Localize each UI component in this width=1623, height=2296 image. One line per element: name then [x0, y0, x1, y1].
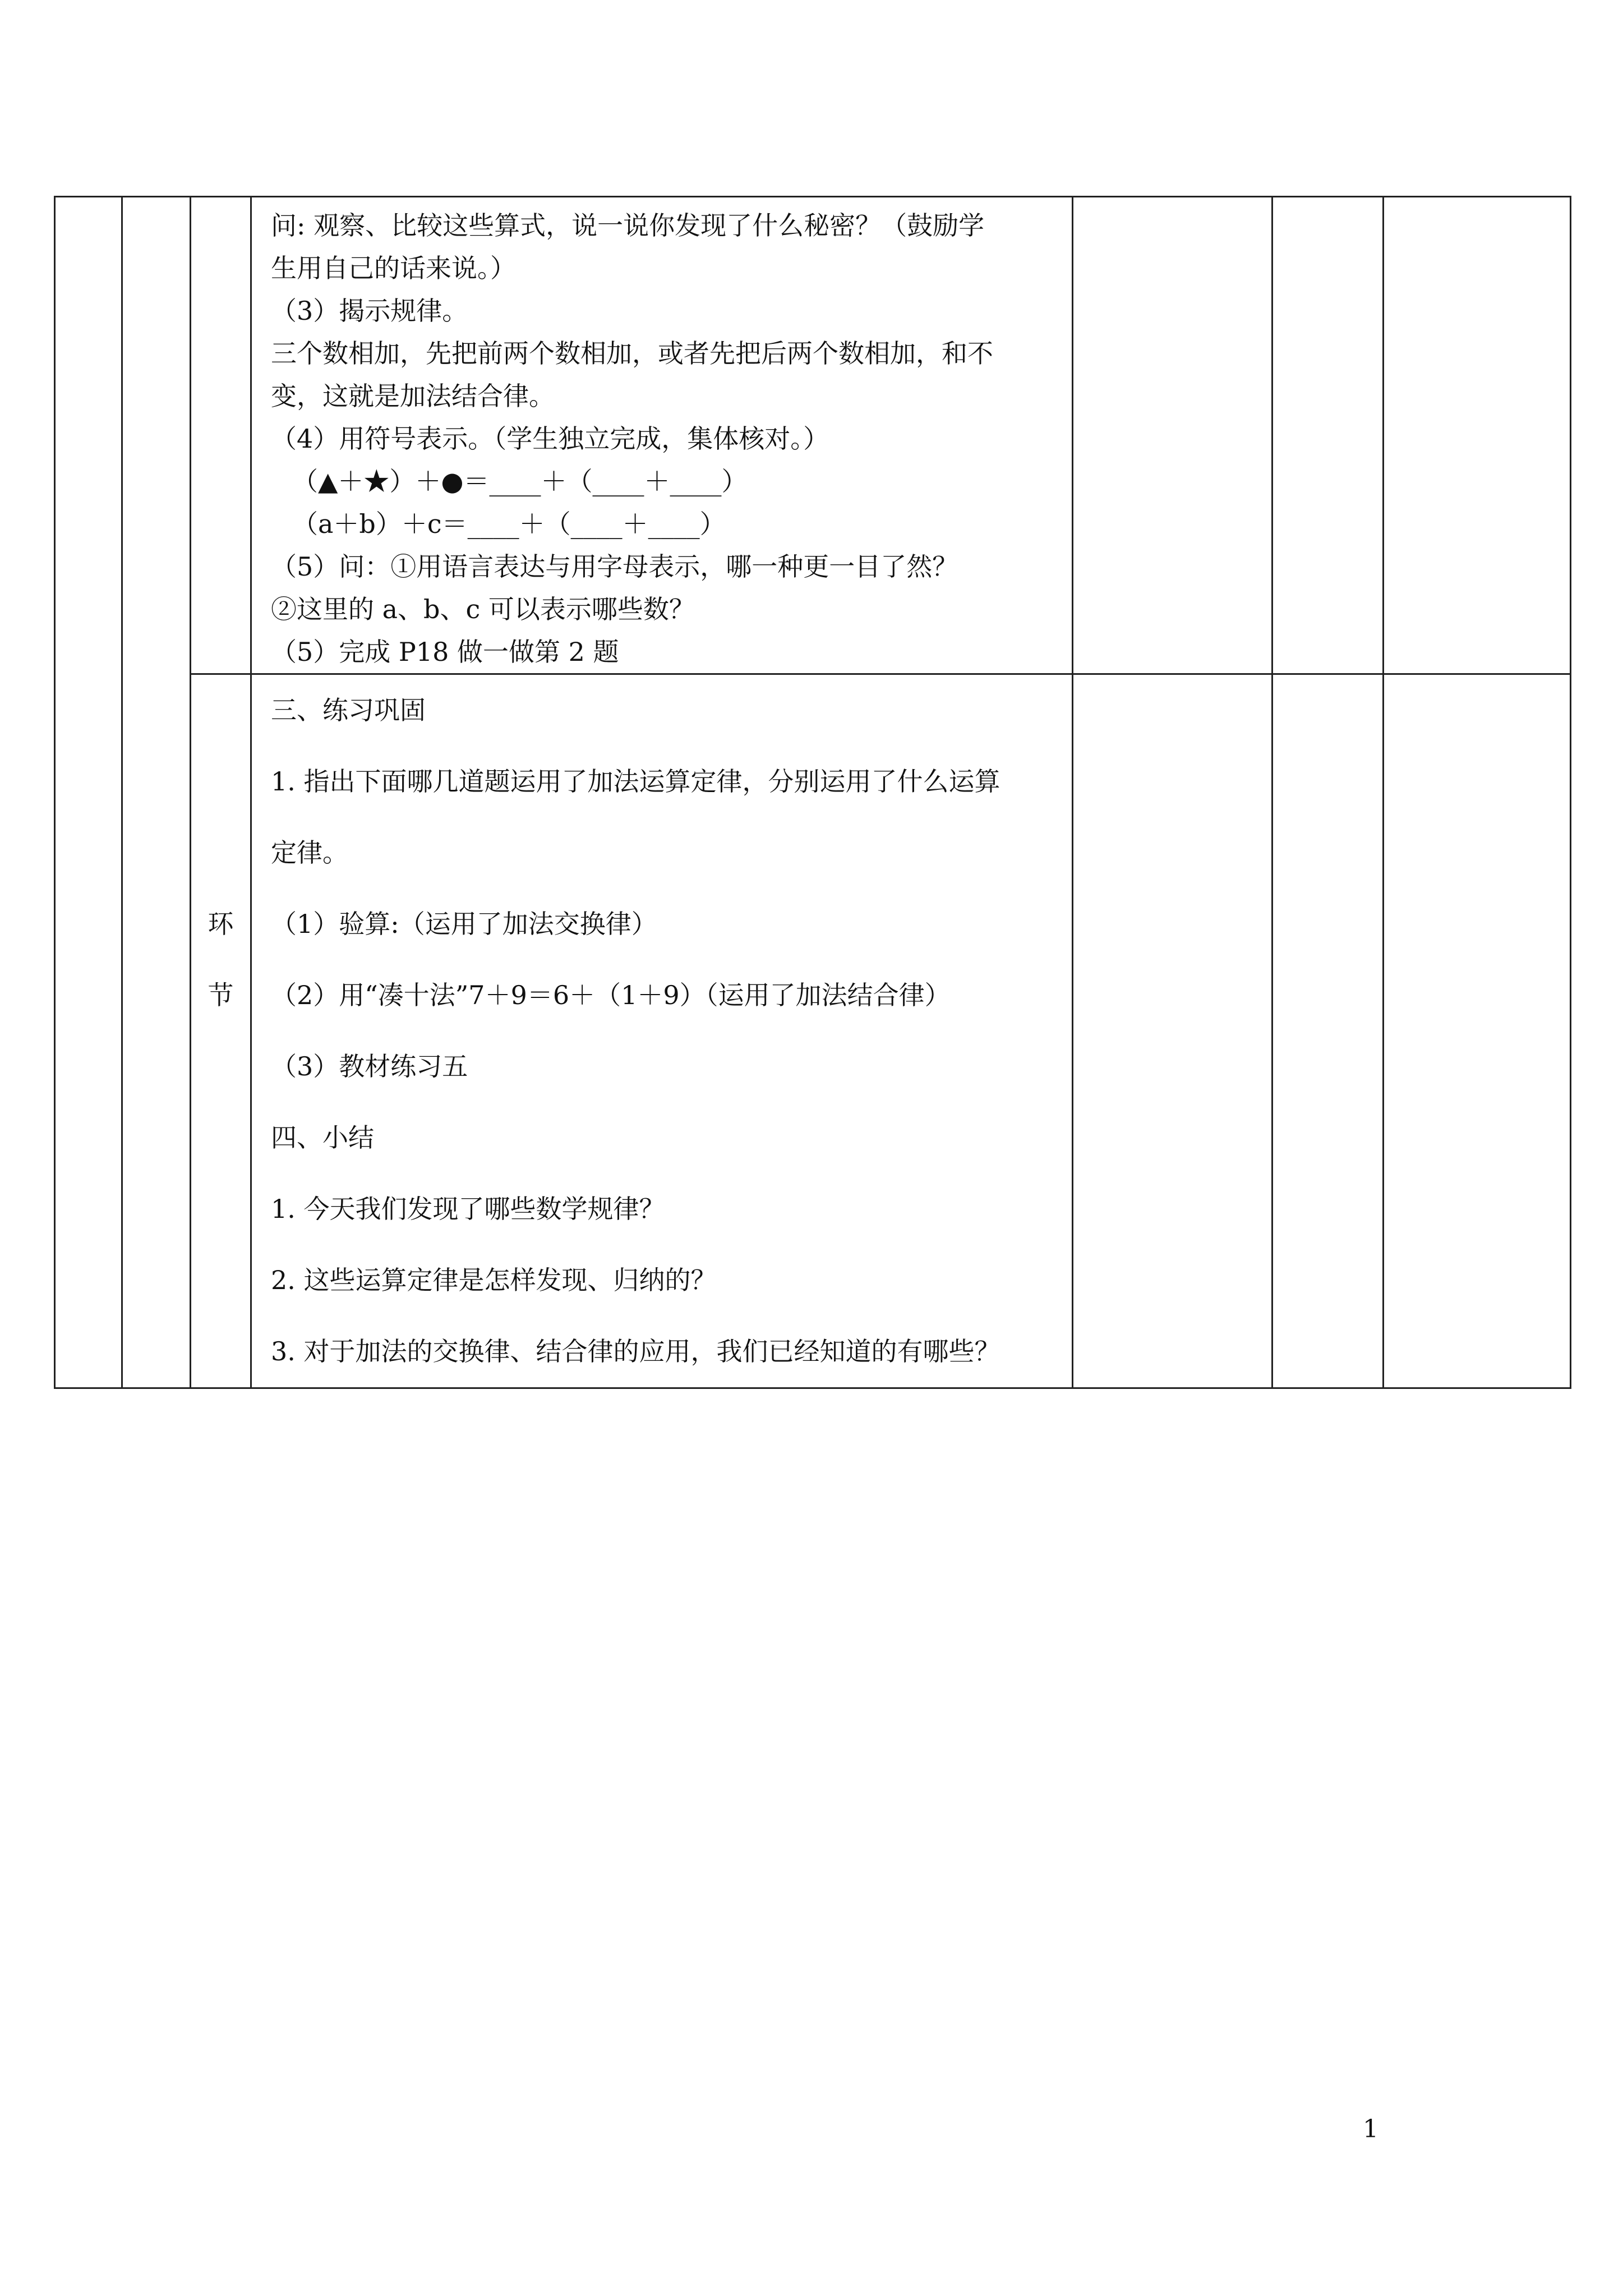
content-line: ②这里的 a、b、c 可以表示哪些数？	[271, 594, 695, 624]
content-line: 生用自己的话来说。）	[271, 253, 516, 283]
content-line: （2）用“凑十法”7＋9＝6＋（1＋9）（运用了加法结合律）	[271, 980, 951, 1010]
teaching-content-cell	[251, 197, 1073, 674]
table-row	[55, 197, 1571, 674]
content-line: （5）问：①用语言表达与用字母表示，哪一种更一目了然？	[271, 551, 958, 582]
empty-cell	[1073, 674, 1272, 1388]
content-line: （5）完成 P18 做一做第 2 题	[271, 637, 619, 667]
content-line: 2. 这些运算定律是怎样发现、归纳的？	[271, 1265, 717, 1295]
teaching-content	[252, 197, 1072, 673]
empty-cell	[1073, 197, 1272, 674]
content-line: 变，这就是加法结合律。	[271, 381, 555, 411]
content-line: （3）揭示规律。	[271, 296, 468, 326]
stage-label-char: 环	[208, 909, 234, 939]
formula-symbols: （▲＋★）＋●＝____＋（____＋____）	[292, 466, 748, 496]
table-row	[55, 674, 1571, 1388]
content-line: 三个数相加，先把前两个数相加，或者先把后两个数相加，和不	[271, 338, 993, 369]
content-line: 3. 对于加法的交换律、结合律的应用，我们已经知道的有哪些？	[271, 1336, 1000, 1366]
page-number: 1	[1363, 2115, 1378, 2143]
empty-cell	[55, 197, 122, 1388]
content-line: 1. 今天我们发现了哪些数学规律？	[271, 1194, 665, 1224]
section-heading: 四、小结	[271, 1122, 374, 1153]
teaching-content-cell	[251, 674, 1073, 1388]
content-line: （4）用符号表示。（学生独立完成，集体核对。）	[271, 424, 829, 454]
empty-cell	[122, 197, 191, 1388]
empty-cell	[1272, 674, 1384, 1388]
empty-cell	[1384, 197, 1571, 674]
empty-cell	[191, 197, 251, 674]
content-line: （1）验算:（运用了加法交换律）	[271, 909, 657, 939]
content-line: 1. 指出下面哪几道题运用了加法运算定律，分别运用了什么运算	[271, 766, 1000, 797]
lesson-plan-table	[54, 196, 1571, 1389]
formula-letters: （a＋b）＋c＝____＋（____＋____）	[292, 509, 726, 539]
stage-label-char: 节	[208, 980, 234, 1010]
empty-cell	[1384, 674, 1571, 1388]
content-line: 定律。	[271, 838, 348, 868]
stage-label-cell	[191, 674, 251, 1388]
teaching-content	[252, 675, 1072, 1387]
content-line: 问: 观察、比较这些算式，说一说你发现了什么秘密？（鼓励学	[271, 210, 985, 241]
content-line: （3）教材练习五	[271, 1051, 468, 1082]
empty-cell	[1272, 197, 1384, 674]
stage-label	[191, 675, 250, 1031]
section-heading: 三、练习巩固	[271, 695, 426, 725]
